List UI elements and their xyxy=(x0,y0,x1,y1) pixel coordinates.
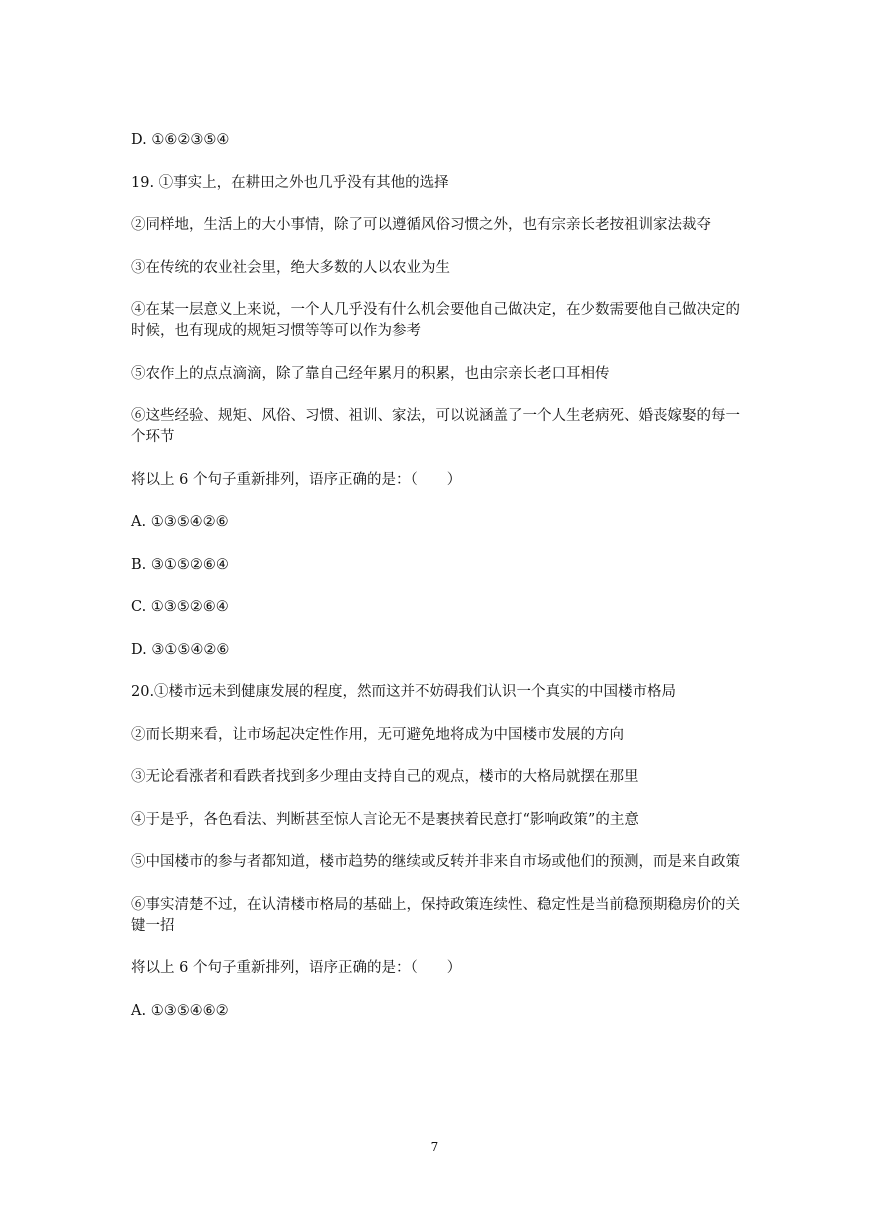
q19-option-a: A. ①③⑤④②⑥ xyxy=(131,514,229,530)
page-number: 7 xyxy=(430,1140,439,1154)
q20-sentence-3: ③无论看涨者和看跌者找到多少理由支持自己的观点，楼市的大格局就摆在那里 xyxy=(131,769,639,785)
q19-prompt: 将以上 6 个句子重新排列，语序正确的是：（ ） xyxy=(131,471,462,488)
q20-sentence-1: 20.①楼市远未到健康发展的程度，然而这并不妨碍我们认识一个真实的中国楼市格局 xyxy=(131,684,677,700)
q19-option-c: C. ①③⑤②⑥④ xyxy=(131,599,229,615)
q20-sentence-6: ⑥事实清楚不过，在认清楼市格局的基础上，保持政策连续性、稳定性是当前稳预期稳房价的关键一招 xyxy=(131,896,740,934)
q20-option-a: A. ①③⑤④⑥② xyxy=(131,1002,229,1019)
q19-sentence-2: ②同样地，生活上的大小事情，除了可以遵循风俗习惯之外，也有宗亲长老按祖训家法裁夺 xyxy=(131,217,711,233)
q19-sentence-5: ⑤农作上的点点滴滴，除了靠自己经年累月的积累，也由宗亲长老口耳相传 xyxy=(131,365,610,382)
q19-option-d: D. ③①⑤④②⑥ xyxy=(131,641,230,658)
q20-sentence-2: ②而长期来看，让市场起决定性作用，无可避免地将成为中国楼市发展的方向 xyxy=(131,726,624,743)
q20-sentence-4: ④于是乎，各色看法、判断甚至惊人言论无不是裹挟着民意打“影响政策”的主意 xyxy=(131,811,639,828)
q19-sentence-1: 19. ①事实上，在耕田之外也几乎没有其他的选择 xyxy=(131,174,449,191)
q20-prompt: 将以上 6 个句子重新排列，语序正确的是：（ ） xyxy=(131,960,462,976)
q18-option-d: D. ①⑥②③⑤④ xyxy=(131,132,230,148)
q20-sentence-5: ⑤中国楼市的参与者都知道，楼市趋势的继续或反转并非来自市场或他们的预测，而是来自政策 xyxy=(131,854,740,870)
q19-sentence-3: ③在传统的农业社会里，绝大多数的人以农业为生 xyxy=(131,259,450,276)
q19-option-b: B. ③①⑤②⑥④ xyxy=(131,556,229,573)
q19-sentence-4: ④在某一层意义上来说，一个人几乎没有什么机会要他自己做决定，在少数需要他自己做决定的时候，也有现成的规矩习惯等等可以作为参考 xyxy=(131,302,740,339)
q19-sentence-6: ⑥这些经验、规矩、风俗、习惯、祖训、家法，可以说涵盖了一个人生老病死、婚丧嫁娶的每一个环节 xyxy=(131,408,740,445)
page-content xyxy=(131,130,746,1043)
